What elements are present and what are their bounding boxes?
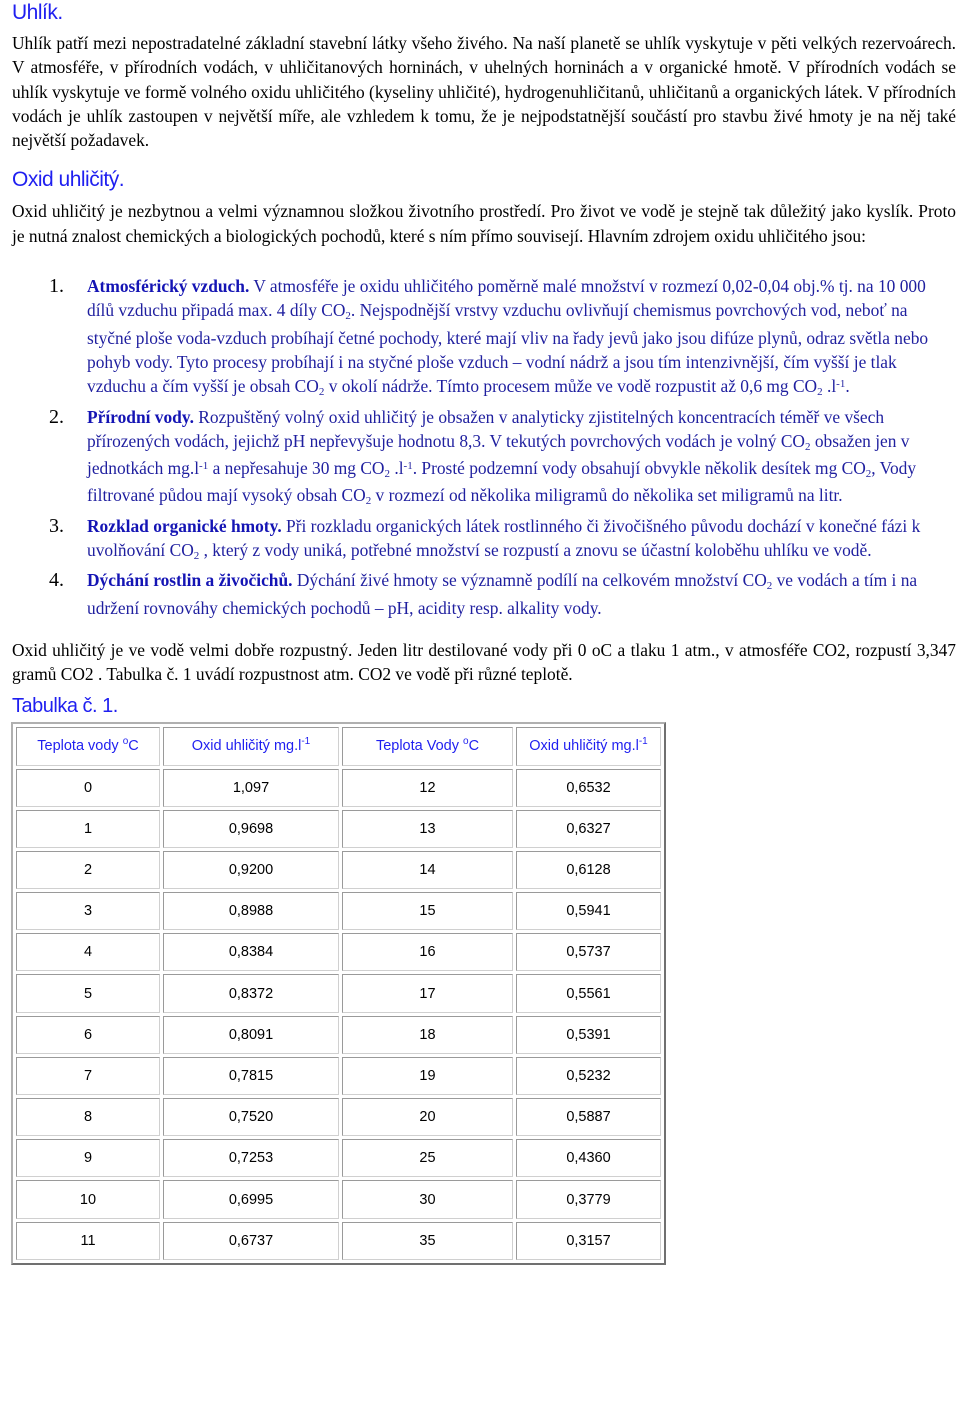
list-lead: Přírodní vody. — [87, 406, 194, 427]
list-item — [12, 405, 956, 511]
cell-temp: 1 — [16, 810, 160, 848]
cell-co2: 0,6532 — [516, 769, 661, 807]
list-text: a nepřesahuje 30 mg CO — [208, 458, 385, 479]
list-text: .l — [390, 458, 404, 479]
list-text: , který z vody uniká, potřebné množství se rozpustí a znovu se účastní koloběhu uhlíku ve vodě. — [199, 540, 872, 561]
table-row — [16, 1016, 661, 1054]
table-title: Tabulka č. 1. — [12, 694, 118, 717]
co2-intro-paragraph: Oxid uhličitý je nezbytnou a velmi významnou složkou životního prostředí. Pro život ve vodě je stejně tak důležitý jako kyslík. Proto je nutná znalost chemických a biologických pochodů, které s ním přímo souvisejí. Hlavním zdrojem oxidu uhličitého jsou: — [12, 201, 956, 246]
table-row — [16, 769, 661, 807]
list-text: obsažen jen v jednotkách mg.l — [87, 430, 910, 479]
list-text: . — [845, 376, 850, 397]
list-text: .l — [822, 376, 837, 397]
subscript: 2 — [345, 310, 351, 323]
table-row — [16, 1180, 661, 1218]
table-row — [16, 974, 661, 1012]
superscript: o — [122, 736, 129, 748]
cell-temp: 7 — [16, 1057, 160, 1095]
subscript: 2 — [193, 550, 200, 563]
cell-co2: 0,6995 — [163, 1180, 339, 1218]
table-row — [16, 810, 661, 848]
cell-co2: 0,7815 — [163, 1057, 339, 1095]
list-text: V atmosféře je oxidu uhličitého poměrně malé množství v rozmezí 0,02-0,04 obj.% tj. na 10 000 dílů vzduchu připadá max. 4 díly CO — [87, 276, 926, 321]
cell-temp: 20 — [342, 1098, 513, 1136]
cell-co2: 0,5941 — [516, 892, 661, 930]
header-label: Oxid uhličitý mg.l — [191, 738, 302, 755]
cell-co2: 0,6327 — [516, 810, 661, 848]
cell-co2: 0,7253 — [163, 1139, 339, 1177]
superscript: -1 — [638, 736, 648, 748]
cell-temp: 0 — [16, 769, 160, 807]
header-unit: C — [468, 738, 480, 755]
cell-temp: 6 — [16, 1016, 160, 1054]
table-row — [16, 851, 661, 889]
cell-temp: 35 — [342, 1222, 513, 1260]
subscript: 2 — [365, 495, 372, 508]
subscript: 2 — [384, 468, 390, 481]
cell-temp: 16 — [342, 933, 513, 971]
co2-heading: Oxid uhličitý. — [12, 168, 125, 192]
header-label: Teplota vody — [37, 738, 123, 755]
subscript: 2 — [865, 468, 872, 481]
cell-co2: 0,3779 — [516, 1180, 661, 1218]
cell-co2: 0,5391 — [516, 1016, 661, 1054]
cell-temp: 10 — [16, 1180, 160, 1218]
list-text: Rozpuštěný volný oxid uhličitý je obsažen v analyticky zjistitelných koncentracích téměř ve všech přírozených vodách, jejichž pH nepřevyšuje hodnotu 8,3. V tekutých povrchových vodách je volný CO — [87, 406, 885, 451]
subscript: 2 — [318, 386, 325, 399]
cell-co2: 0,7520 — [163, 1098, 339, 1136]
list-text: v okolí nádrže. Tímto procesem může ve vodě rozpustit až 0,6 mg CO — [324, 376, 818, 397]
list-text: , Vody filtrované půdou mají vysoký obsah CO — [87, 458, 917, 506]
subscript: 2 — [766, 580, 773, 593]
cell-temp: 9 — [16, 1139, 160, 1177]
header-co2-1 — [163, 727, 339, 766]
list-text: v rozmezí od několika miligramů do několika set miligramů na litr. — [371, 485, 843, 506]
cell-co2: 0,8372 — [163, 974, 339, 1012]
cell-co2: 0,5887 — [516, 1098, 661, 1136]
cell-co2: 0,4360 — [516, 1139, 661, 1177]
cell-co2: 0,6128 — [516, 851, 661, 889]
cell-temp: 30 — [342, 1180, 513, 1218]
table-row — [16, 933, 661, 971]
list-text: . Prosté podzemní vody obsahují obvykle několik desítek mg CO — [412, 458, 866, 479]
sources-list — [12, 274, 956, 620]
cell-temp: 25 — [342, 1139, 513, 1177]
superscript: -1 — [836, 378, 846, 391]
cell-co2: 0,6737 — [163, 1222, 339, 1260]
header-label: Oxid uhličitý mg.l — [529, 738, 639, 755]
cell-co2: 0,3157 — [516, 1222, 661, 1260]
header-label: Teplota Vody — [375, 738, 464, 755]
header-temp-2 — [342, 727, 513, 766]
cell-temp: 8 — [16, 1098, 160, 1136]
list-lead: Rozklad organické hmoty. — [87, 515, 282, 536]
list-text: Dýchání živé hmoty se významně podílí na celkovém množství CO — [292, 570, 767, 591]
list-number: 2. — [49, 405, 64, 428]
cell-temp: 12 — [342, 769, 513, 807]
cell-temp: 15 — [342, 892, 513, 930]
cell-temp: 4 — [16, 933, 160, 971]
solubility-table — [11, 722, 666, 1265]
table-row — [16, 892, 661, 930]
superscript: -1 — [403, 460, 413, 473]
cell-temp: 18 — [342, 1016, 513, 1054]
list-text: Při rozkladu organických látek rostlinného či živočišného původu dochází v konečné fázi k uvolňování CO — [87, 515, 921, 561]
cell-co2: 0,8988 — [163, 892, 339, 930]
table-row — [16, 1139, 661, 1177]
list-text: ve vodách a tím i na udržení rovnováhy chemických pochodů – pH, acidity resp. alkality vody. — [87, 570, 918, 618]
page-title: Uhlík. — [12, 1, 63, 24]
cell-co2: 0,9200 — [163, 851, 339, 889]
list-lead: Dýchání rostlin a živočichů. — [87, 570, 293, 591]
cell-co2: 0,5232 — [516, 1057, 661, 1095]
subscript: 2 — [805, 440, 811, 453]
table-row — [16, 1222, 661, 1260]
table-row — [16, 1098, 661, 1136]
document-page — [12, 0, 956, 1265]
list-text: . Nejspodnější vrstvy vzduchu ovlivňují chemismus povrchových vod, neboť na styčné ploše voda-vzduch probíhají četné pochody, které mají vliv na řady jevů jako jsou difúze plynů, odraz světla nebo pohyb vody. Tyto procesy probíhají i na styčné ploše vzduch – vodní nádrž a jsou tím intenzivnější, čím vyšší je tlak vzduchu a čím vyšší je obsah CO — [87, 300, 929, 397]
cell-co2: 0,5737 — [516, 933, 661, 971]
cell-co2: 0,5561 — [516, 974, 661, 1012]
superscript: -1 — [199, 460, 209, 473]
cell-temp: 17 — [342, 974, 513, 1012]
superscript: o — [463, 736, 469, 748]
list-item — [12, 568, 956, 620]
table-row — [16, 1057, 661, 1095]
cell-co2: 0,9698 — [163, 810, 339, 848]
header-co2-2 — [516, 727, 661, 766]
cell-temp: 14 — [342, 851, 513, 889]
solubility-paragraph: Oxid uhličitý je ve vodě velmi dobře rozpustný. Jeden litr destilované vody při 0 oC a tlaku 1 atm., v atmosféře CO2, rozpustí 3,347 gramů CO2 . Tabulka č. 1 uvádí rozpustnost atm. CO2 ve vodě při různé teplotě. — [12, 639, 956, 685]
list-item — [12, 514, 956, 566]
list-number: 1. — [49, 275, 64, 298]
subscript: 2 — [817, 386, 823, 399]
cell-temp: 3 — [16, 892, 160, 930]
list-lead: Atmosférický vzduch. — [87, 276, 250, 297]
list-item — [12, 274, 956, 401]
header-temp-1 — [16, 727, 160, 766]
header-unit: C — [128, 738, 139, 755]
list-number: 3. — [49, 514, 64, 537]
cell-temp: 19 — [342, 1057, 513, 1095]
cell-temp: 5 — [16, 974, 160, 1012]
cell-co2: 0,8091 — [163, 1016, 339, 1054]
cell-co2: 0,8384 — [163, 933, 339, 971]
cell-temp: 11 — [16, 1222, 160, 1260]
superscript: -1 — [301, 736, 311, 748]
intro-paragraph: Uhlík patří mezi nepostradatelné základní stavební látky všeho živého. Na naší planetě se uhlík vyskytuje v pěti velkých rezervoárech. V atmosféře, v přírodních vodách, v uhličitanových horninách, v uhelných horninách a v organické hmotě. V přírodních vodách se uhlík vyskytuje ve formě volného oxidu uhličitého (kyseliny uhličité), hydrogenuhličitanů, uhličitanů a organických látek. V přírodních vodách je uhlík zastoupen v největší míře, ale vzhledem k tomu, že je nejpodstatnější součástí pro stavbu živé hmoty je na něj také největší požadavek. — [12, 33, 956, 151]
cell-co2: 1,097 — [163, 769, 339, 807]
table-header-row — [16, 727, 661, 766]
cell-temp: 2 — [16, 851, 160, 889]
list-number: 4. — [49, 569, 64, 592]
table-body — [16, 769, 661, 1260]
cell-temp: 13 — [342, 810, 513, 848]
